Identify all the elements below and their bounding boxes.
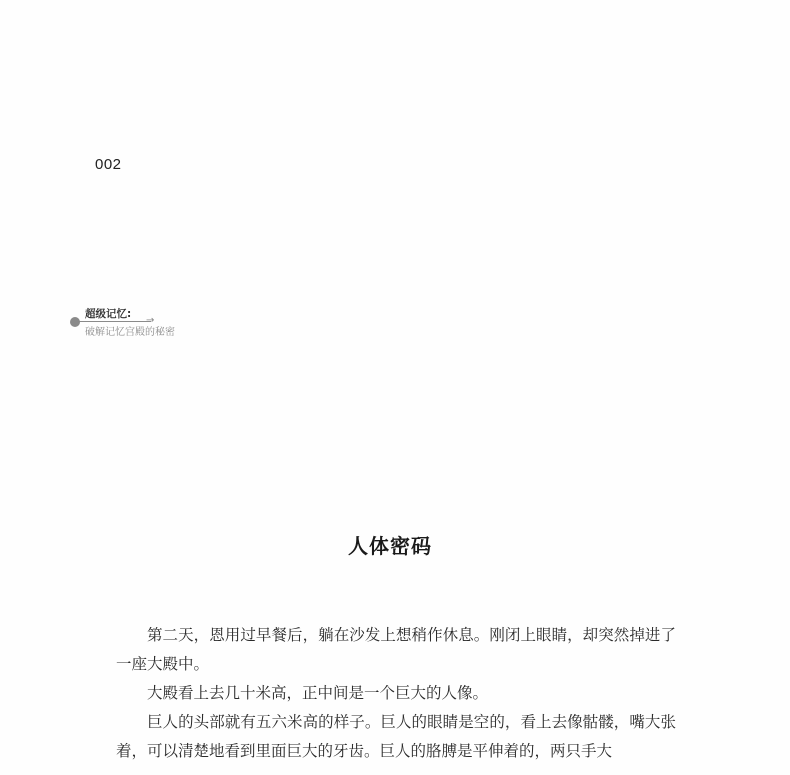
series-subtitle: 破解记忆宫殿的秘密: [85, 327, 175, 338]
paragraph: 巨人的头部就有五六米高的样子。巨人的眼睛是空的，看上去像骷髅，嘴大张着，可以清楚地看到里面巨大的牙齿。巨人的胳膊是平伸着的，两只手大: [116, 713, 676, 760]
paragraph: 第二天，恩用过早餐后，躺在沙发上想稍作休息。刚闭上眼睛，却突然掉进了一座大殿中。: [116, 626, 676, 673]
chapter-title: 人体密码: [348, 534, 432, 558]
paragraph: 大殿看上去几十米高，正中间是一个巨大的人像。: [147, 684, 489, 702]
series-header: [70, 307, 210, 343]
page-number: 002: [95, 156, 122, 173]
body-text: [116, 621, 676, 766]
series-title: 超级记忆:: [85, 308, 132, 320]
bullet-dot-icon: [70, 317, 80, 327]
arrow-right-icon: →: [146, 315, 155, 326]
divider-line: [79, 321, 151, 322]
